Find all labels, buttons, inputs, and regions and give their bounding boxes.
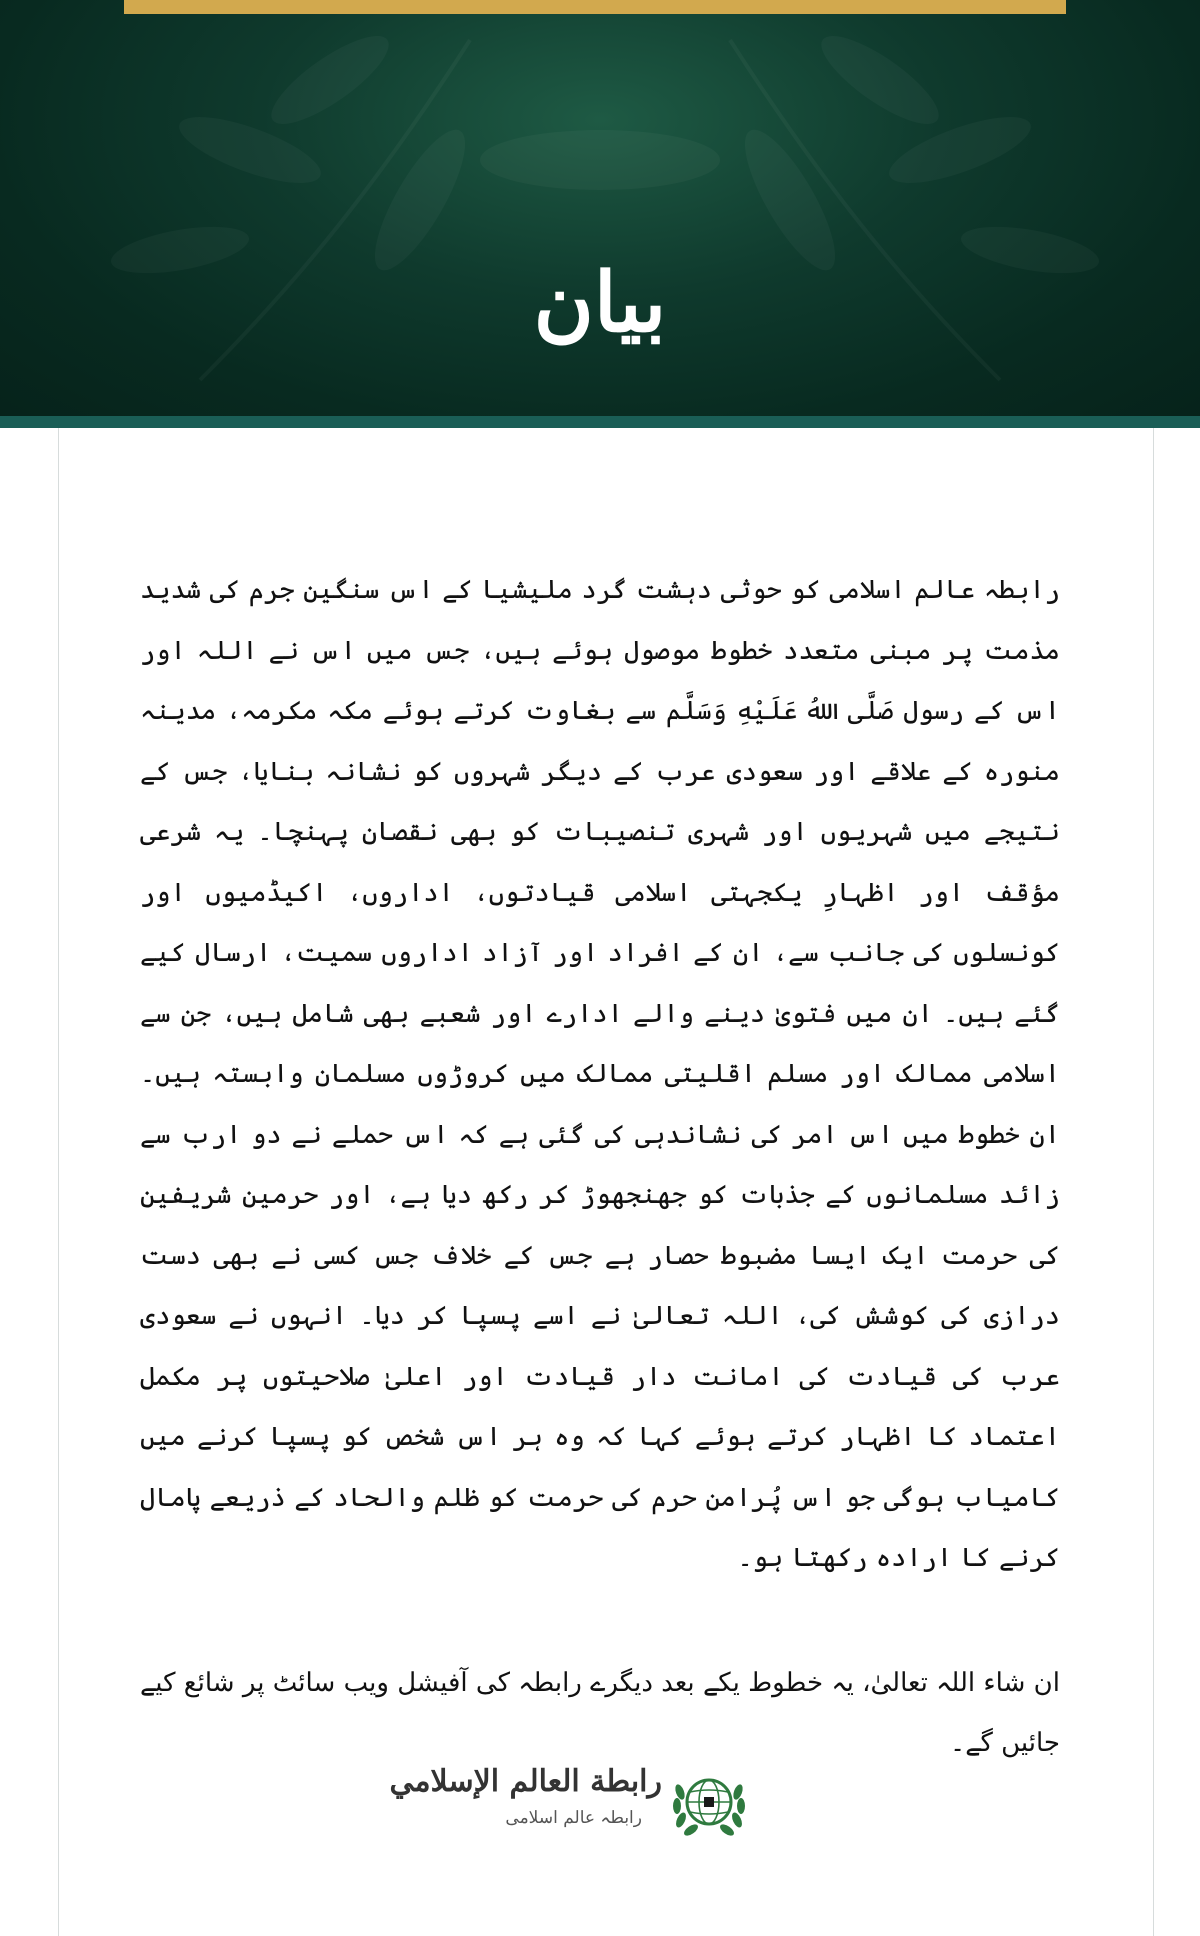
header-banner — [0, 0, 1200, 428]
statement-body — [140, 560, 1060, 1774]
mwl-logo — [389, 1758, 750, 1848]
logo-arabic-name: رابطة العالم الإسلامي — [389, 1764, 662, 1799]
frame-left-line — [58, 428, 59, 1936]
page-title: بیان — [533, 255, 667, 351]
gold-top-bar — [124, 0, 1066, 14]
statement-paragraph-1: رابطہ عالم اسلامی کو حوثی دہشت گرد ملیشیا کے اس سنگین جرم کی شدید مذمت پر مبنی متعدد خطوط موصول ہوئے ہیں، جس میں اس نے اللہ اور اس کے رسول صَلَّى اللهُ عَلَيْهِ وَسَلَّم سے بغاوت کرتے ہوئے مکہ مکرمہ، مدینہ منورہ کے علاقے اور سعودی عرب کے دیگر شہروں کو نشانہ بنایا، جس کے نتیجے میں شہریوں اور شہری تنصیبات کو بھی نقصان پہنچا۔ یہ شرعی مؤقف اور اظہارِ یکجہتی اسلامی قیادتوں، اداروں، اکیڈمیوں اور کونسلوں کی جانب سے، ان کے افراد اور آزاد اداروں سمیت، ارسال کیے گئے ہیں۔ ان میں فتویٰ دینے والے ادارے اور شعبے بھی شامل ہیں، جن سے اسلامی ممالک اور مسلم اقلیتی ممالک میں کروڑوں مسلمان وابستہ ہیں۔ ان خطوط میں اس امر کی نشاندہی کی گئی ہے کہ اس حملے نے دو ارب سے زائد مسلمانوں کے جذبات کو جھنجھوڑ کر رکھ دیا ہے، اور حرمین شریفین کی حرمت ایک ایسا مضبوط حصار ہے جس کے خلاف جس کسی نے بھی دست درازی کی کوشش کی، اللہ تعالیٰ نے اسے پسپا کر دیا۔ انہوں نے سعودی عرب کی قیادت کی امانت دار قیادت اور اعلیٰ صلاحیتوں پر مکمل اعتماد کا اظہار کرتے ہوئے کہا کہ وہ ہر اس شخص کو پسپا کرنے میں کامیاب ہوگی جو اس پُرامن حرم کی حرمت کو ظلم والحاد کے ذریعے پامال کرنے کا ارادہ رکھتا ہو۔ — [140, 575, 1060, 1573]
banner-bottom-rule — [0, 416, 1200, 428]
frame-right-line — [1153, 428, 1154, 1936]
statement-paragraph-2: ان شاء اللہ تعالیٰ، یہ خطوط یکے بعد دیگرے رابطہ کی آفیشل ویب سائٹ پر شائع کیے جائیں گے۔ — [140, 1667, 1060, 1758]
olive-branch-icon — [0, 0, 1200, 428]
globe-wreath-icon — [670, 1762, 748, 1840]
logo-urdu-name: رابطہ عالم اسلامی — [505, 1808, 642, 1828]
